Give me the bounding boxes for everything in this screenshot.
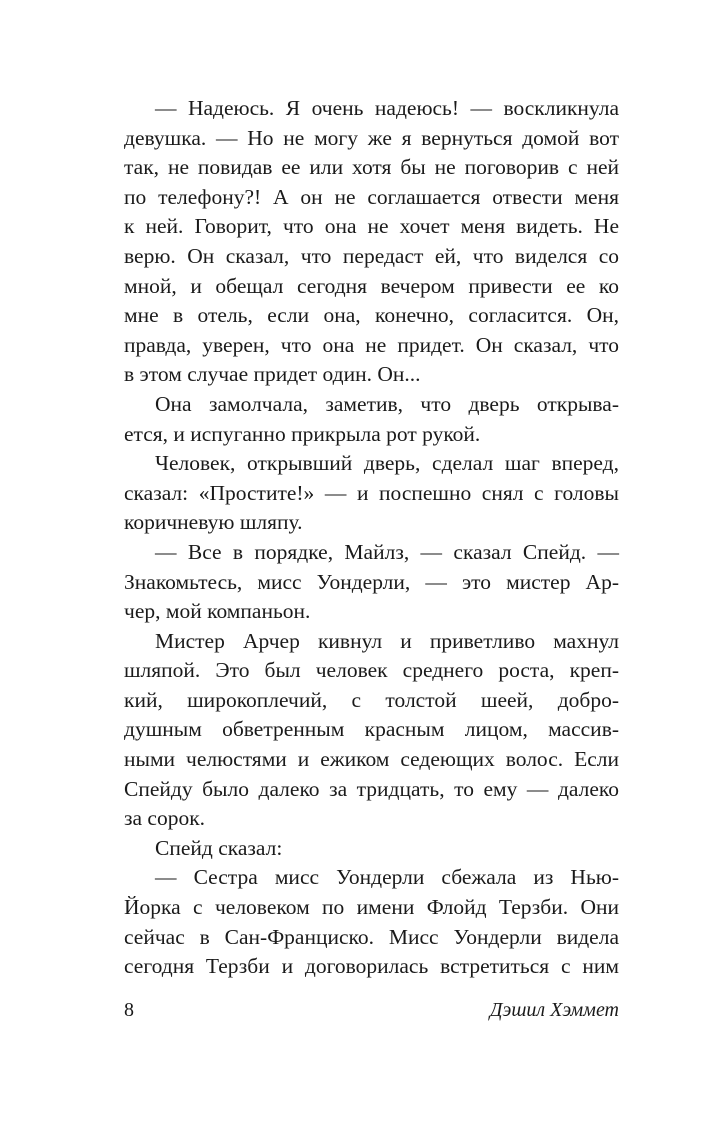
page-number: 8: [124, 999, 134, 1021]
text-line: Знакомьтесь, мисс Уондерли, — это мистер Ар-: [124, 569, 619, 594]
text-line: в этом случае придет один. Он...: [124, 362, 421, 387]
text-line: Спейду было далеко за тридцать, то ему — далеко: [124, 776, 619, 801]
text-line: чер, мой компаньон.: [124, 599, 311, 624]
running-footer-author: Дэшил Хэммет: [489, 999, 619, 1021]
body-text: [124, 94, 619, 982]
text-line: сейчас в Сан-Франциско. Мисс Уондерли видела: [124, 924, 619, 949]
text-line: девушка. — Но не могу же я вернуться домой вот: [124, 125, 619, 150]
text-line: ными челюстями и ежиком седеющих волос. Если: [124, 747, 619, 772]
text-line: Йорка с человеком по имени Флойд Терзби. Они: [124, 895, 619, 920]
text-line: коричневую шляпу.: [124, 510, 303, 535]
text-line: кий, широкоплечий, с толстой шеей, добро-: [124, 687, 619, 712]
text-line: мной, и обещал сегодня вечером привести ее ко: [124, 273, 619, 298]
text-line: — Надеюсь. Я очень надеюсь! — воскликнула: [155, 96, 619, 120]
text-line: верю. Он сказал, что передаст ей, что виделся со: [124, 243, 619, 268]
text-line: Она замолчала, заметив, что дверь открыва-: [155, 391, 619, 416]
text-line: ется, и испуганно прикрыла рот рукой.: [124, 421, 481, 446]
text-line: так, не повидав ее или хотя бы не поговорив с ней: [124, 155, 619, 180]
text-line: сегодня Терзби и договорилась встретиться с ним: [124, 954, 619, 979]
text-line: душным обветренным красным лицом, массив-: [124, 717, 619, 742]
text-line: — Сестра мисс Уондерли сбежала из Нью-: [155, 865, 619, 890]
text-line: за сорок.: [124, 806, 206, 831]
text-line: — Все в порядке, Майлз, — сказал Спейд. —: [155, 539, 619, 564]
text-line: по телефону?! А он не соглашается отвести меня: [124, 184, 619, 209]
text-line: Человек, открывший дверь, сделал шаг вперед,: [155, 451, 619, 476]
text-line: к ней. Говорит, что она не хочет меня видеть. Не: [124, 214, 619, 239]
text-line: Спейд сказал:: [155, 835, 283, 860]
text-line: сказал: «Простите!» — и поспешно снял с головы: [124, 480, 619, 505]
text-line: мне в отель, если она, конечно, согласится. Он,: [124, 303, 619, 328]
text-line: шляпой. Это был человек среднего роста, креп-: [124, 658, 619, 683]
text-line: правда, уверен, что она не придет. Он сказал, что: [124, 332, 619, 357]
text-line: Мистер Арчер кивнул и приветливо махнул: [155, 628, 619, 653]
